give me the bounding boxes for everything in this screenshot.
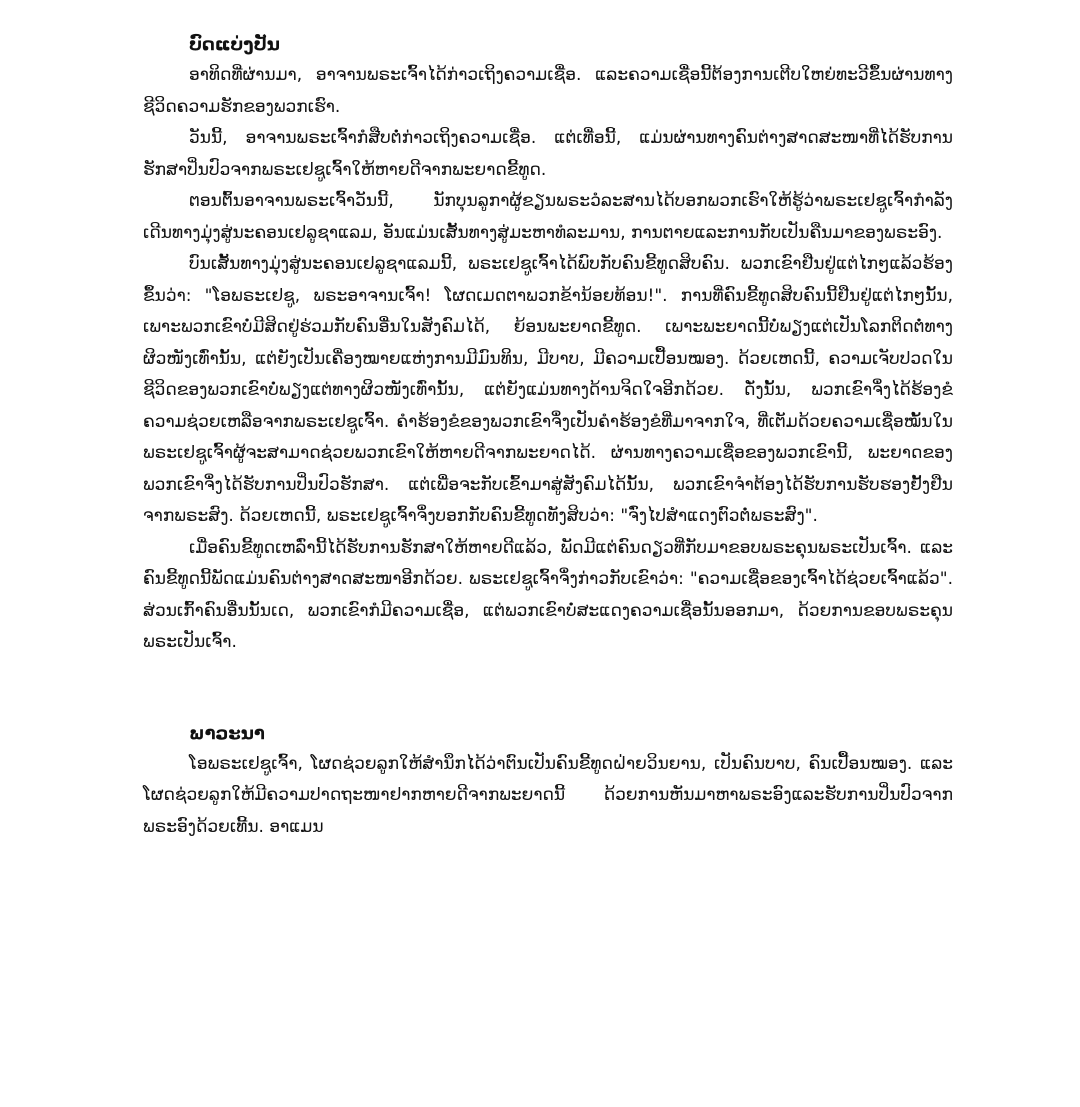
reflection-paragraph-5: ເມື່ອຄົນຂີ້ທູດເຫລົ່ານີ້ໄດ້ຮັບການຮັກສາໃຫ້ຫາຍດີແລ້ວ, ພັດມີແຕ່ຄົນດຽວທີ່ກັບມາຂອບພຣະຄຸນພຣະເປັນເຈົ້າ. ແລະຄົນຂີ້ທູດນີ້ພັດແມ່ນຄົນຕ່າງສາດສະໜາອີກດ້ວຍ. ພຣະເຢຊູເຈົ້າຈຶ່ງກ່າວກັບເຂົາວ່າ: "ຄວາມເຊື່ອຂອງເຈົ້າໄດ້ຊ່ວຍເຈົ້າແລ້ວ". ສ່ວນເກົ້າຄົນອື່ນນັ້ນເດ, ພວກເຂົາກໍມີຄວາມເຊື່ອ, ແຕ່ພວກເຂົາບໍ່ສະແດງຄວາມເຊື່ອນັ້ນອອກມາ, ດ້ວຍການຂອບພຣະຄຸນພຣະເປັນເຈົ້າ. (143, 537, 953, 652)
document-page (143, 30, 953, 843)
reflection-paragraph-2: ວັນນີ້, ອາຈານພຣະເຈົ້າກໍສືບຕໍ່ກ່າວເຖິງຄວາມເຊື່ອ. ແຕ່ເທື່ອນີ້, ແມ່ນຜ່ານທາງຄົນຕ່າງສາດສະໜາທີ່ໄດ້ຮັບການຮັກສາປິ່ນປົວຈາກພຣະເຢຊູເຈົ້າໃຫ້ຫາຍດີຈາກພະຍາດຂີ້ທູດ. (143, 128, 953, 180)
reflection-paragraph-3: ຕອນຕົ້ນອາຈານພຣະເຈົ້າວັນນີ້, ນັກບຸນລູກາຜູ້ຂຽນພຣະວໍລະສານໄດ້ບອກພວກເຮົາໃຫ້ຮູ້ວ່າພຣະເຢຊູເຈົ້າກຳລັງເດີນທາງມຸ່ງສູ່ນະຄອນເຢລູຊາແລມ, ອັນແມ່ນເສັ້ນທາງສູ່ມະຫາທໍລະມານ, ການຕາຍແລະການກັບເປັນຄືນມາຂອງພຣະອົງ. (143, 191, 953, 243)
prayer-section (143, 719, 953, 844)
reflection-heading: ບົດແບ່ງປັນ (189, 34, 280, 55)
reflection-paragraph-4: ບົນເສັ້ນທາງມຸ່ງສູ່ນະຄອນເຢລູຊາແລມນີ້, ພຣະເຢຊູເຈົ້າໄດ້ພົບກັບຄົນຂີ້ທູດສິບຄົນ. ພວກເຂົາຢືນຢູ່ແຕ່ໄກໆແລ້ວຮ້ອງຂຶ້ນວ່າ: "ໂອພຣະເຢຊູ, ພຣະອາຈານເຈົ້າ! ໂຜດເມດຕາພວກຂ້ານ້ອຍທ້ອນ!". ການທີ່ຄົນຂີ້ທູດສິບຄົນນີ້ຢືນຢູ່ແຕ່ໄກໆນັ້ນ, ເພາະພວກເຂົາບໍ່ມີສິດຢູ່ຮ່ວມກັບຄົນອື່ນໃນສັງຄົມໄດ້, ຍ້ອນພະຍາດຂີ້ທູດ. ເພາະພະຍາດນີ້ບໍ່ພຽງແຕ່ເປັນໂລກຕິດຕໍ່ທາງຜິວໜັງເທົ່ານັ້ນ, ແຕ່ຍັງເປັນເຄື່ອງໝາຍແຫ່ງການມີມົນທິນ, ມີບາບ, ມີຄວາມເປື້ອນໝອງ. ດ້ວຍເຫດນີ້, ຄວາມເຈັບປວດໃນຊີວິດຂອງພວກເຂົາບໍ່ພຽງແຕ່ທາງຜິວໜັງເທົ່ານັ້ນ, ແຕ່ຍັງແມ່ນທາງດ້ານຈິດໃຈອີກດ້ວຍ. ດັ່ງນັ້ນ, ພວກເຂົາຈຶ່ງໄດ້ຮ້ອງຂໍຄວາມຊ່ວຍເຫລືອຈາກພຣະເຢຊູເຈົ້າ. ຄຳຮ້ອງຂໍຂອງພວກເຂົາຈຶ່ງເປັນຄຳຮ້ອງຂໍທີ່ມາຈາກໃຈ, ທີ່ເຕັມດ້ວຍຄວາມເຊື່ອໝັ້ນໃນພຣະເຢຊູເຈົ້າຜູ້ຈະສາມາດຊ່ວຍພວກເຂົາໃຫ້ຫາຍດີຈາກພະຍາດໄດ້. ຜ່ານທາງຄວາມເຊື່ອຂອງພວກເຂົານີ້, ພະຍາດຂອງພວກເຂົາຈຶ່ງໄດ້ຮັບການປິ່ນປົວຮັກສາ. ແຕ່ເພື່ອຈະກັບເຂົ້າມາສູ່ສັງຄົມໄດ້ນັ້ນ, ພວກເຂົາຈຳຕ້ອງໄດ້ຮັບການຮັບຮອງຢັ້ງຢືນຈາກພຣະສົງ. ດ້ວຍເຫດນີ້, ພຣະເຢຊູເຈົ້າຈຶ່ງບອກກັບຄົນຂີ້ທູດທັງສິບວ່າ: "ຈົ່ງໄປສຳແດງຕົວຕໍ່ພຣະສົງ". (143, 254, 953, 526)
reflection-section (143, 30, 953, 659)
section-spacer (143, 659, 953, 719)
prayer-heading: ພາວະນາ (189, 722, 265, 744)
reflection-paragraph-1: ອາທິດທີ່ຜ່ານມາ, ອາຈານພຣະເຈົ້າໄດ້ກ່າວເຖິງຄວາມເຊື່ອ. ແລະຄວາມເຊື່ອນີ້ຕ້ອງການເຕີບໃຫຍ່ທະວີຂຶ້ນຜ່ານທາງຊີວິດຄວາມຮັກຂອງພວກເຮົາ. (143, 65, 953, 117)
prayer-paragraph: ໂອພຣະເຢຊູເຈົ້າ, ໂຜດຊ່ວຍລູກໃຫ້ສຳນຶກໄດ້ວ່າຕົນເປັນຄົນຂີ້ທູດຝ່າຍວິນຍານ, ເປັນຄົນບາບ, ຄົນເປື້ອນໝອງ. ແລະໂຜດຊ່ວຍລູກໃຫ້ມີຄວາມປາດຖະໜາຢາກຫາຍດີຈາກພະຍາດນີ້ ດ້ວຍການຫັນມາຫາພຣະອົງແລະຮັບການປິ່ນປົວຈາກພຣະອົງດ້ວຍເທີ້ນ. ອາແມນ (143, 753, 953, 837)
